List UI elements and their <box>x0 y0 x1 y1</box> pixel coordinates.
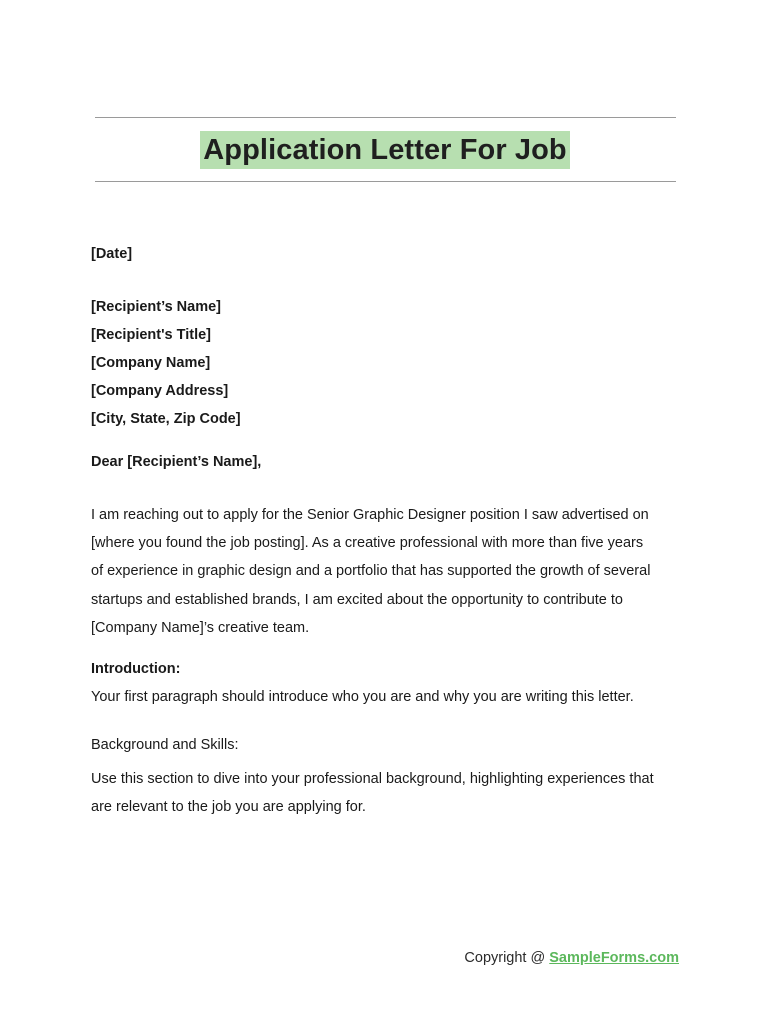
copyright-footer <box>464 950 679 966</box>
document-title: Application Letter For Job <box>200 131 570 169</box>
title-container <box>0 131 770 169</box>
company-name: [Company Name] <box>91 355 211 371</box>
opening-paragraph <box>91 501 650 642</box>
bottom-divider <box>95 181 676 182</box>
brand-link[interactable]: SampleForms.com <box>549 950 679 966</box>
recipient-name: [Recipient’s Name] <box>91 299 221 315</box>
top-divider <box>95 117 676 118</box>
background-heading: Background and Skills: <box>91 737 239 753</box>
introduction-heading: Introduction: <box>91 661 181 677</box>
background-line: are relevant to the job you are applying for. <box>91 799 366 816</box>
introduction-text: Your first paragraph should introduce who you are and why you are writing this letter. <box>91 689 634 705</box>
recipient-title: [Recipient's Title] <box>91 327 212 343</box>
background-text <box>91 765 654 821</box>
paragraph-line: of experience in graphic design and a portfolio that has supported the growth of several <box>91 563 651 580</box>
city-state-zip: [City, State, Zip Code] <box>91 411 241 427</box>
paragraph-line: [Company Name]’s creative team. <box>91 619 310 636</box>
company-address: [Company Address] <box>91 383 229 399</box>
date-field: [Date] <box>91 246 133 262</box>
copyright-prefix: Copyright @ <box>464 950 550 966</box>
paragraph-line: startups and established brands, I am excited about the opportunity to contribute to <box>91 591 623 608</box>
paragraph-line: [where you found the job posting]. As a creative professional with more than five years <box>91 535 644 552</box>
paragraph-line: I am reaching out to apply for the Senior Graphic Designer position I saw advertised on <box>91 507 649 523</box>
background-line: Use this section to dive into your professional background, highlighting experiences that <box>91 771 654 787</box>
greeting: Dear [Recipient’s Name], <box>91 454 262 470</box>
recipient-address-block <box>91 293 241 433</box>
